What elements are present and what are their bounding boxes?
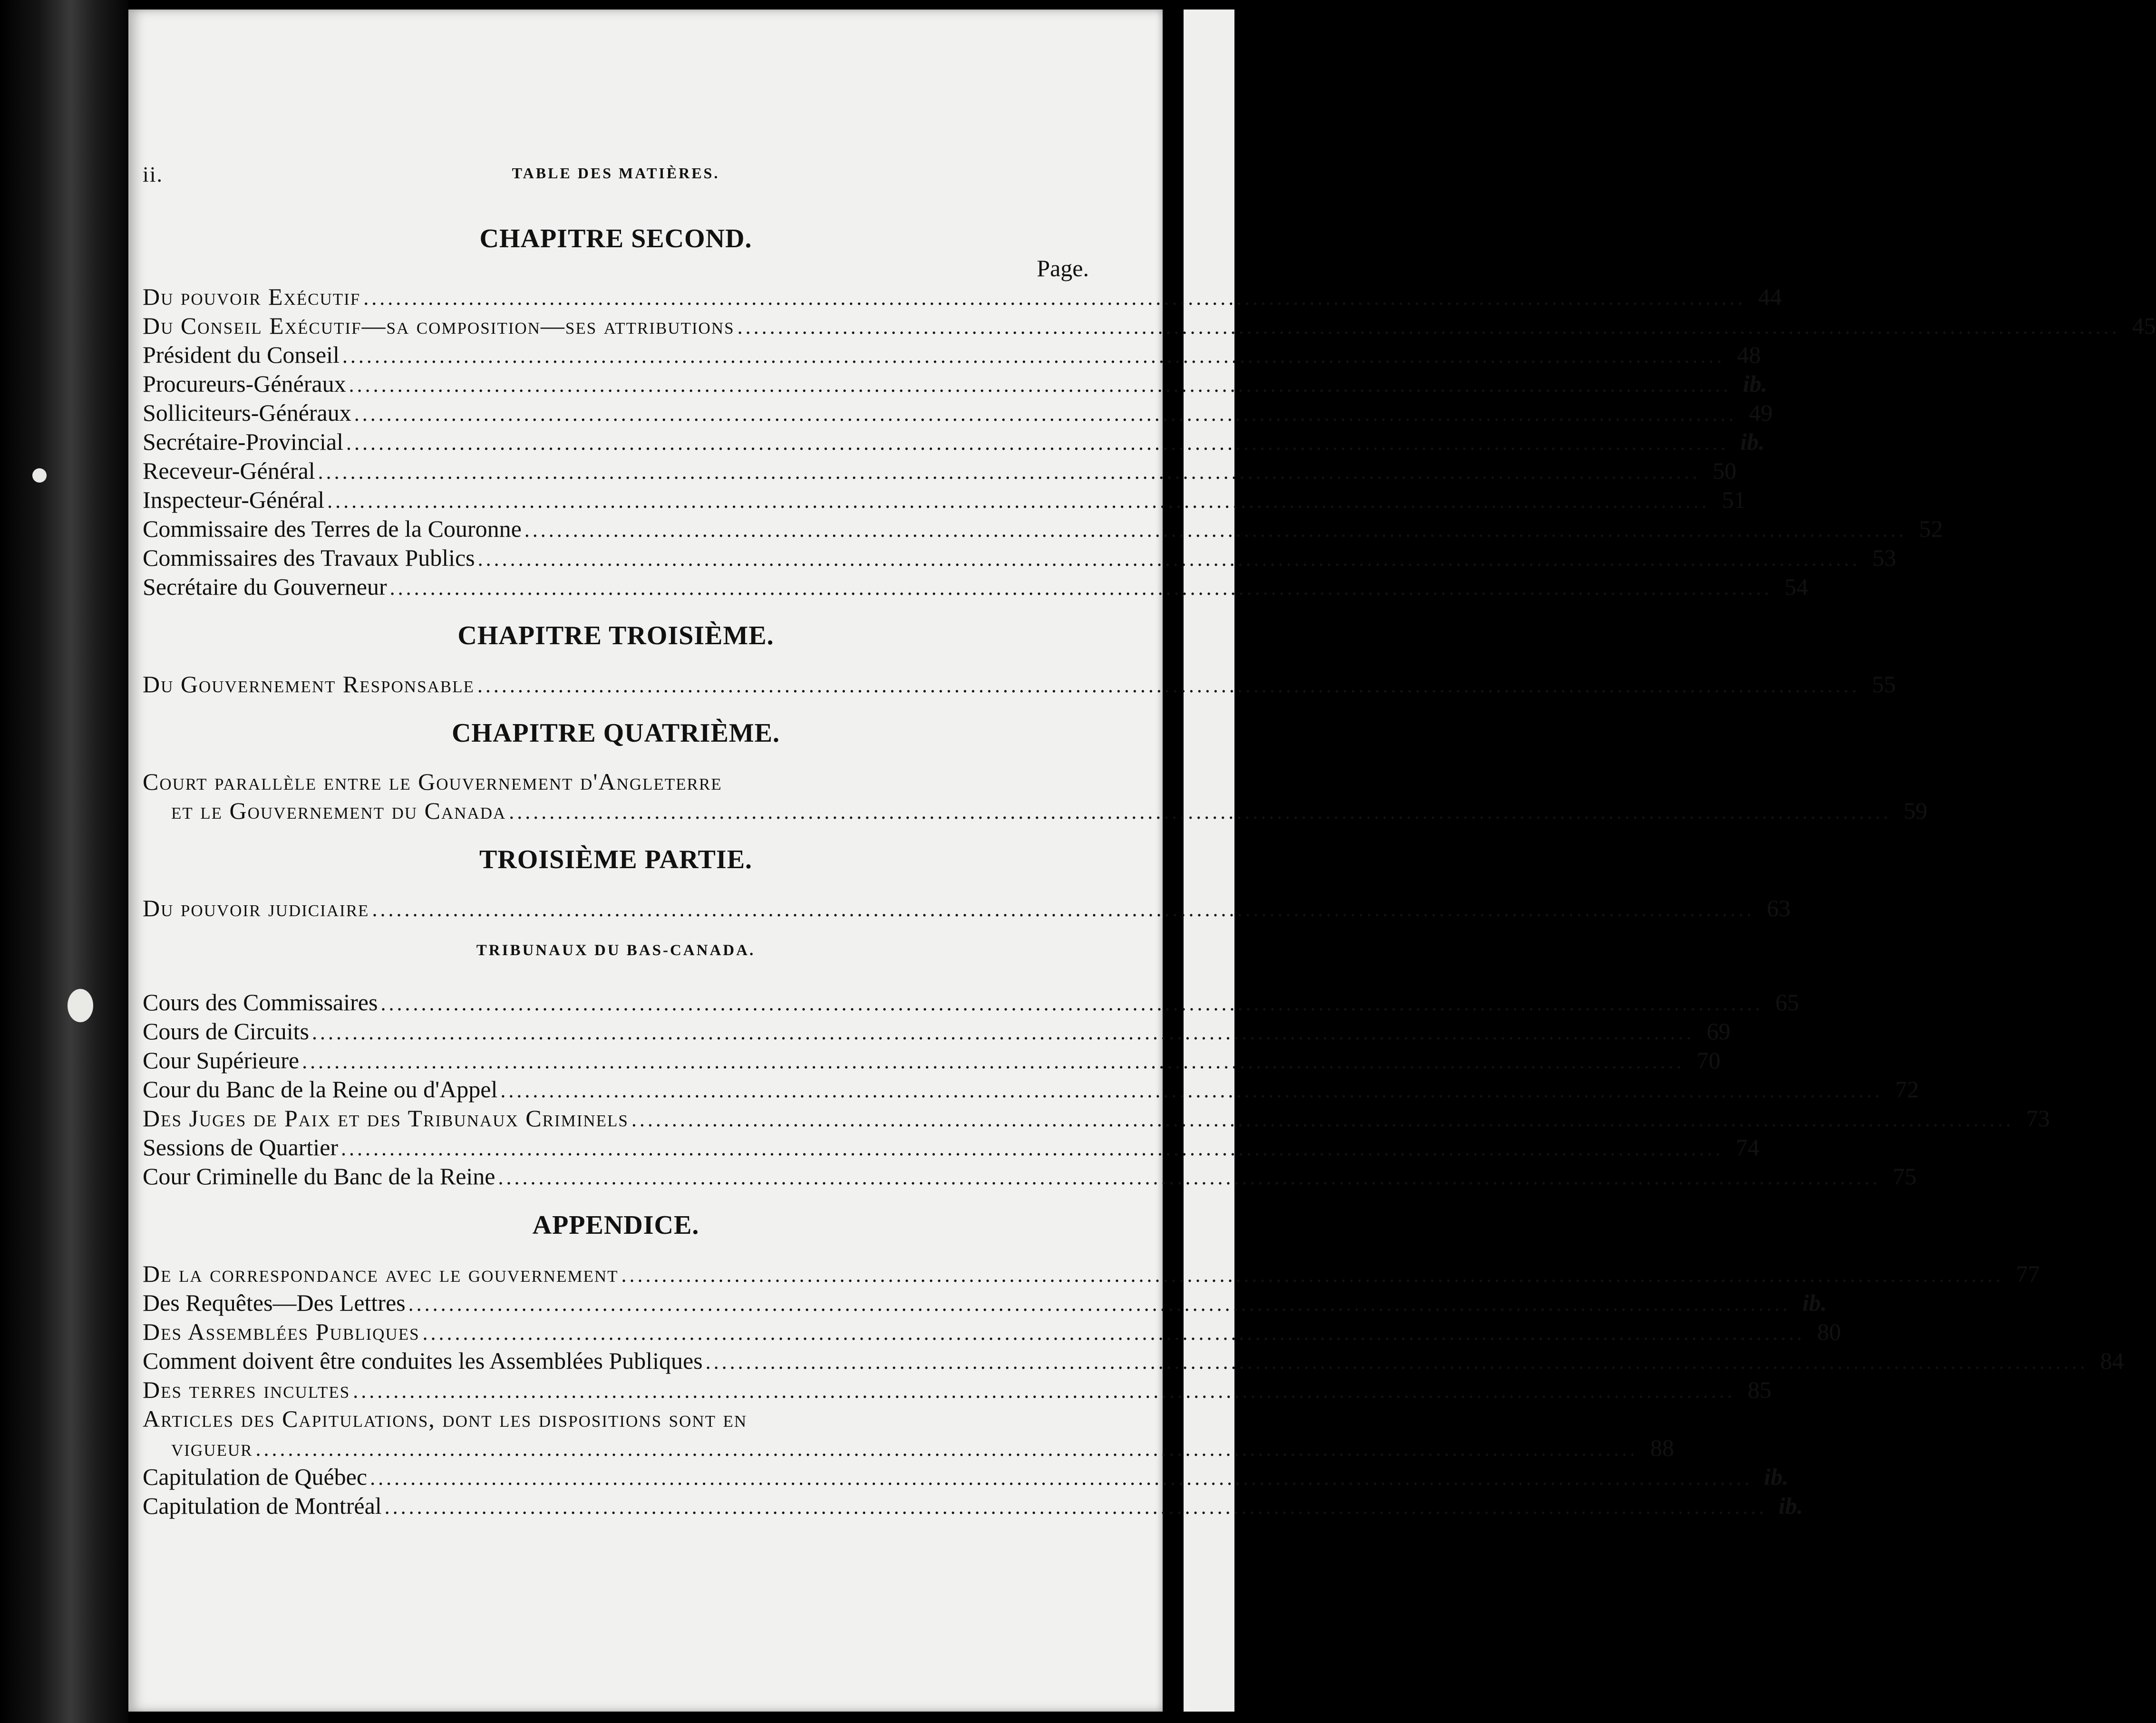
entry-title: Du Gouvernement Responsable [143,671,475,697]
entry-title: Procureurs-Généraux [143,370,346,397]
toc-entry [143,894,1791,923]
entry-title: Des Juges de Paix et des Tribunaux Criminels [143,1105,629,1132]
entry-title: Du pouvoir Exécutif [143,283,361,310]
running-title: TABLE DES MATIÈRES. [512,165,720,182]
toc-entry [143,1046,1721,1075]
entry-title-line: Court parallèle entre le Gouvernement d'Angleterre [143,768,722,795]
entry-title: Cour du Banc de la Reine ou d'Appel [143,1076,498,1103]
leader-dots: ........................................................................................................................................................................... [370,1466,1753,1490]
table-of-contents [143,162,2156,1520]
toc-entry [143,456,1737,485]
entry-title: Cour Supérieure [143,1047,300,1074]
book-binding [0,0,128,1723]
entry-title-line: Articles des Capitulations, dont les dispositions sont en [143,1405,748,1432]
leader-dots: ........................................................................................................................................................................... [363,286,1746,310]
entry-page: 44 [1758,283,1782,310]
leader-dots: ........................................................................................................................................................................... [354,402,1737,426]
toc-entry [143,572,1808,601]
entry-page: 80 [1817,1318,1841,1345]
entry-page: 49 [1748,399,1773,426]
entry-title: Du pouvoir judiciaire [143,895,369,921]
entry-title: Du Conseil Exécutif—sa composition—ses attributions [143,312,735,339]
entry-title: Receveur-Général [143,457,315,484]
toc-entry [143,1288,1827,1317]
sub-heading: TRIBUNAUX DU BAS-CANADA. [476,942,756,959]
entry-title: Inspecteur-Général [143,486,325,513]
entry-page: ib. [1778,1492,1803,1519]
entry-page: 88 [1650,1434,1674,1461]
leader-dots: ........................................................................................................................................................................... [384,1495,1767,1519]
toc-entry [143,1075,1919,1104]
entry-page: 70 [1697,1047,1721,1074]
entry-page: 63 [1767,895,1791,921]
page-column-label: Page. [1037,255,1089,281]
leader-dots: ........................................................................................................................................................................... [509,800,1892,823]
toc-entry [143,543,1896,572]
entry-title: et le Gouvernement du Canada [171,797,506,824]
section-heading: TROISIÈME PARTIE. [479,845,753,874]
entry-page: 84 [2100,1347,2124,1374]
toc-entry [143,282,1782,311]
toc-entry [143,369,1768,398]
entry-page: 65 [1775,989,1799,1016]
entry-page: 77 [2016,1260,2040,1287]
leader-dots: ........................................................................................................................................................................... [318,460,1700,484]
section-heading: CHAPITRE QUATRIÈME. [451,718,780,748]
section-heading: CHAPITRE TROISIÈME. [457,621,774,650]
toc-entry [143,1162,1917,1191]
leader-dots: ........................................................................................................................................................................... [422,1321,1805,1345]
leader-dots: ........................................................................................................................................................................... [500,1079,1883,1102]
entry-title: Commissaires des Travaux Publics [143,544,475,571]
entry-page: ib. [1743,370,1768,397]
entry-page: 54 [1784,573,1808,600]
entry-title: Cour Criminelle du Banc de la Reine [143,1163,495,1190]
running-head [143,162,1089,195]
entry-page: 72 [1895,1076,1919,1103]
leader-dots: ........................................................................................................................................................................... [302,1050,1685,1073]
entry-title: Capitulation de Montréal [143,1492,382,1519]
entry-page: 48 [1737,341,1761,368]
leader-dots: ........................................................................................................................................................................... [327,489,1710,513]
entry-title: Secrétaire-Provincial [143,428,344,455]
toc-entry [143,1433,1674,1462]
leader-dots: ........................................................................................................................................................................... [341,1137,1724,1160]
leader-dots: ........................................................................................................................................................................... [346,431,1729,455]
leader-dots: ........................................................................................................................................................................... [353,1379,1736,1403]
leader-dots: ........................................................................................................................................................................... [498,1166,1881,1189]
entry-page: 73 [2026,1105,2050,1132]
toc-entry [143,1017,1730,1046]
entry-page: 50 [1712,457,1737,484]
leader-dots: ........................................................................................................................................................................... [349,373,1731,397]
entry-page: ib. [1764,1463,1789,1490]
leader-dots: ........................................................................................................................................................................... [524,518,1907,542]
entry-title: De la correspondance avec le gouvernement [143,1260,619,1287]
toc-entry [143,1491,1803,1520]
toc-entry [143,311,2156,340]
entry-page: 52 [1919,515,1943,542]
toc-entry [143,340,1761,369]
entry-page: 75 [1893,1163,1917,1190]
toc-entry [143,514,1943,543]
page-number: ii. [143,162,164,186]
leader-dots: ........................................................................................................................................................................... [621,1263,2004,1287]
toc-entry [143,1259,2040,1288]
entry-page: 55 [1872,671,1896,697]
entry-title: Secrétaire du Gouverneur [143,573,387,600]
toc-entry [143,988,1799,1017]
entry-title: Président du Conseil [143,341,340,368]
toc-entry [143,796,1928,825]
entry-title: Comment doivent être conduites les Assemblées Publiques [143,1347,703,1374]
leader-dots: ........................................................................................................................................................................... [372,898,1755,921]
leader-dots: ........................................................................................................................................................................... [408,1292,1791,1316]
leader-dots: ........................................................................................................................................................................... [255,1437,1638,1461]
leader-dots: ........................................................................................................................................................................... [631,1108,2014,1131]
paper-blemish [68,989,93,1022]
entry-title: Capitulation de Québec [143,1463,368,1490]
toc-entry [143,398,1773,427]
entry-page: 69 [1706,1018,1730,1045]
toc-entry [143,1462,1789,1491]
entry-page: 74 [1736,1134,1760,1161]
entry-title: Solliciteurs-Généraux [143,399,351,426]
paper-blemish [32,468,47,483]
entry-page: 85 [1748,1376,1772,1403]
toc-entry [143,1346,2124,1375]
entry-title: Sessions de Quartier [143,1134,339,1161]
entry-title: Des Requêtes—Des Lettres [143,1289,406,1316]
entry-page: 59 [1903,797,1928,824]
leader-dots: ........................................................................................................................................................................... [311,1021,1694,1044]
leader-dots: ........................................................................................................................................................................... [477,547,1860,571]
leader-dots: ........................................................................................................................................................................... [737,315,2120,339]
leader-dots: ........................................................................................................................................................................... [477,674,1860,697]
toc-entry [143,1375,1772,1404]
section-heading: CHAPITRE SECOND. [479,224,752,253]
section-heading: APPENDICE. [532,1210,699,1240]
entry-title: Des terres incultes [143,1376,350,1403]
toc-entry [143,1104,2050,1133]
entry-page: ib. [1740,428,1765,455]
entry-page: 51 [1722,486,1746,513]
entry-title: Cours de Circuits [143,1018,309,1045]
entry-page: 45 [2132,312,2156,339]
toc-entry [143,485,1746,514]
leader-dots: ........................................................................................................................................................................... [389,576,1772,600]
leader-dots: ........................................................................................................................................................................... [705,1350,2088,1374]
entry-title: Des Assemblées Publiques [143,1318,420,1345]
toc-entry [143,427,1765,456]
entry-title: vigueur [171,1434,253,1461]
toc-entry [143,670,1896,699]
toc-entry [143,1133,1760,1162]
entry-title: Cours des Commissaires [143,989,378,1016]
leader-dots: ........................................................................................................................................................................... [342,344,1725,368]
toc-entry [143,1317,1841,1346]
entry-title: Commissaire des Terres de la Couronne [143,515,522,542]
entry-page: 53 [1872,544,1896,571]
leader-dots: ........................................................................................................................................................................... [380,992,1763,1015]
entry-page: ib. [1802,1289,1827,1316]
